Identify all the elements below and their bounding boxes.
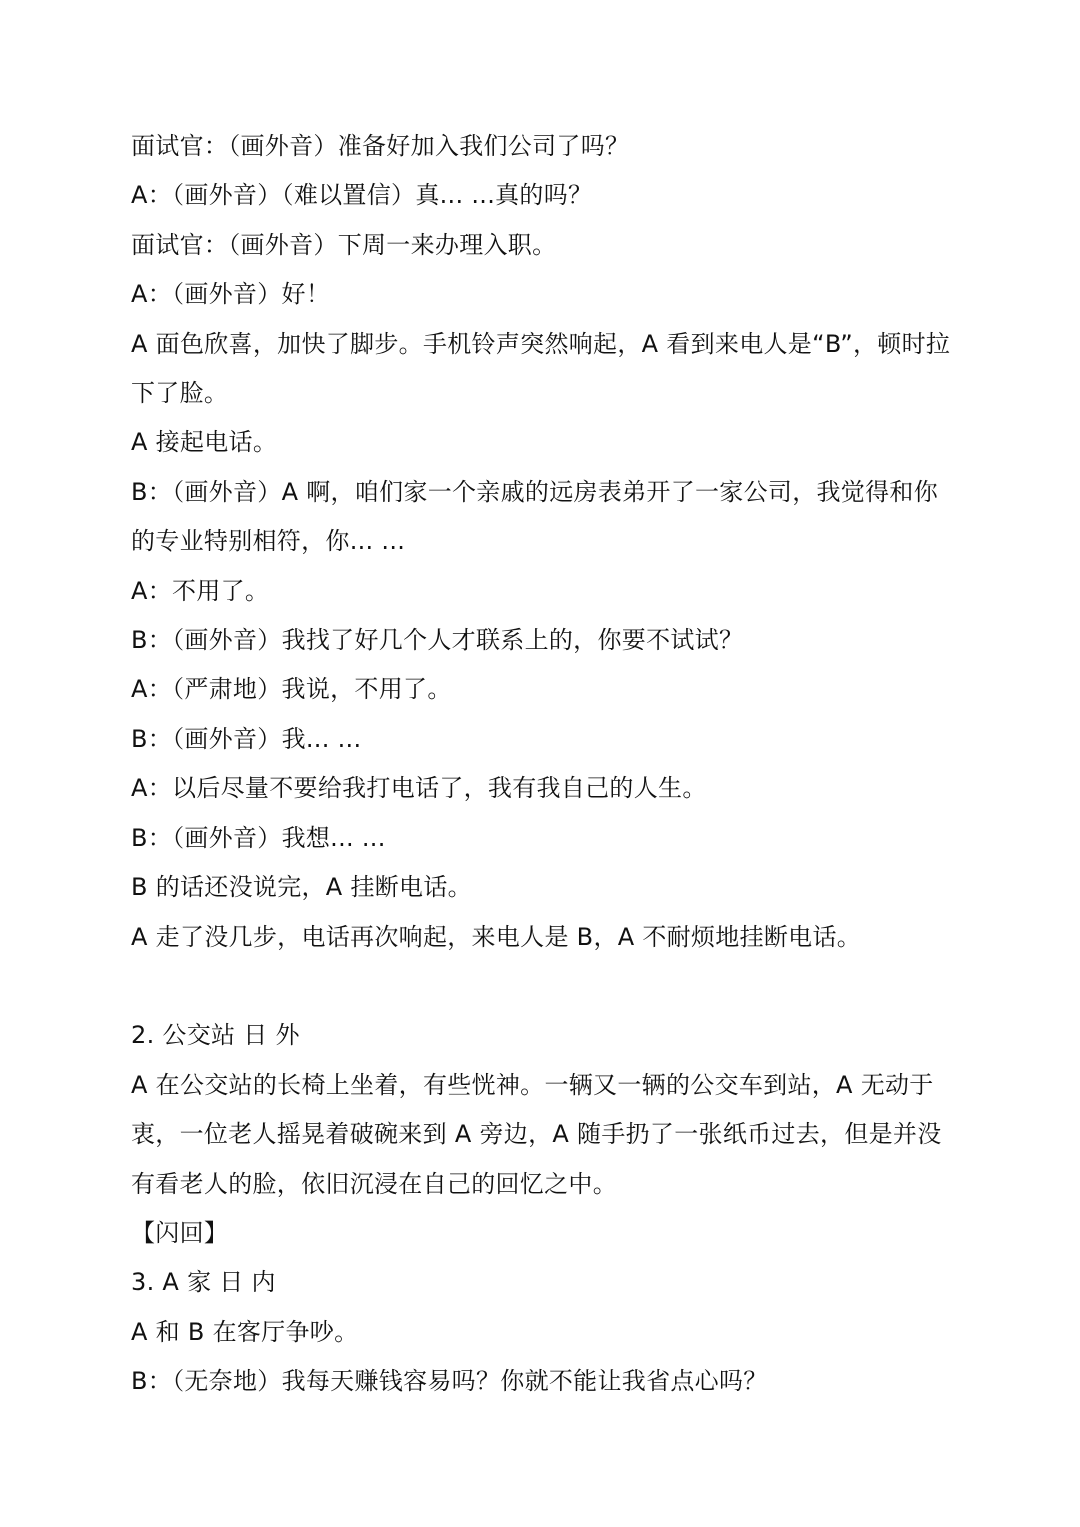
blank-line [131,962,951,1011]
dialogue-line: A：（严肃地）我说，不用了。 [131,675,452,704]
action-line: A 接起电话。 [131,428,278,457]
action-line: B 的话还没说完，A 挂断电话。 [131,873,472,902]
dialogue-line: B：（无奈地）我每天赚钱容易吗？你就不能让我省点心吗？ [131,1367,768,1396]
flashback-marker: 【闪回】 [131,1218,229,1247]
dialogue-line: B：（画外音）A 啊，咱们家一个亲戚的远房表弟开了一家公司，我觉得和你的专业特别相符，你... ... [131,477,939,556]
action-line: A 面色欣喜，加快了脚步。手机铃声突然响起，A 看到来电人是“B”，顿时拉下了脸。 [131,329,951,408]
dialogue-line: B：（画外音）我找了好几个人才联系上的，你要不试试？ [131,626,744,655]
dialogue-line: A：（画外音）好！ [131,280,331,309]
script-text-body [131,122,951,1407]
dialogue-line: B：（画外音）我... ... [131,724,362,753]
dialogue-line: A：不用了。 [131,576,270,605]
dialogue-line: A：以后尽量不要给我打电话了，我有我自己的人生。 [131,774,707,803]
dialogue-line: B：（画外音）我想... ... [131,823,386,852]
action-line: A 和 B 在客厅争吵。 [131,1317,359,1346]
dialogue-line: 面试官：（画外音）下周一来办理入职。 [131,230,557,259]
dialogue-line: 面试官：（画外音）准备好加入我们公司了吗？ [131,132,630,160]
scene-heading: 3. A 家 日 内 [131,1268,276,1297]
dialogue-line: A：（画外音）（难以置信）真... ...真的吗？ [131,181,593,210]
action-line: A 走了没几步，电话再次响起，来电人是 B，A 不耐烦地挂断电话。 [131,922,862,951]
scene-heading: 2. 公交站 日 外 [131,1021,300,1050]
action-line: A 在公交站的长椅上坐着，有些恍神。一辆又一辆的公交车到站，A 无动于衷，一位老人摇晃着破碗来到 A 旁边，A 随手扔了一张纸币过去，但是并没有看老人的脸，依旧沉浸在自己的回忆之中。 [131,1070,942,1198]
